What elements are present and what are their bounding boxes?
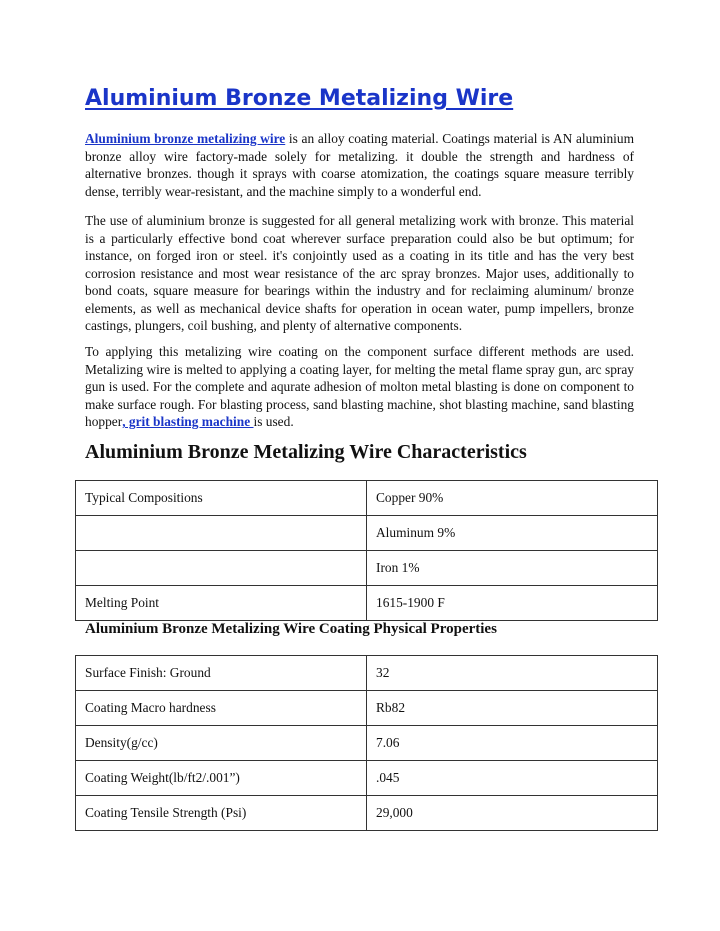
table-cell-label (76, 516, 367, 551)
table-row (76, 726, 658, 761)
table-cell-label: Coating Macro hardness (76, 691, 367, 726)
table-row (76, 481, 658, 516)
table-cell-value: 1615-1900 F (367, 586, 658, 621)
method-text-before: To applying this metalizing wire coating on the component surface different methods are used. Metalizing wire is melted to applying a coating layer, for melting the metal flame spray gun, arc spray gun is used. For the complete and aqurate adhesion of molton metal blasting is done on component to make surface rough. For blasting process, sand blasting machine, shot blasting machine, sand blasting hopper (85, 344, 634, 429)
usage-paragraph: The use of aluminium bronze is suggested for all general metalizing work with bronze. This material is a particularly effective bond coat wherever surface preparation could also be but optimum; for instance, on forged iron or steel. it's conjointly used as a coating in its title and has the very best corrosion resistance and most wear resistance of the arc spray bronzes. Major uses, additionally to bond coats, square measure for bearings within the industry and for reclaiming aluminum/ bronze elements, as well as mechanical device shafts for operation in ocean water, pump impellers, bronze castings, plungers, coil bushing, and plenty of alternative components. (85, 213, 634, 333)
physical-properties-heading: Aluminium Bronze Metalizing Wire Coating Physical Properties (85, 621, 497, 637)
physical-properties-table (75, 655, 658, 831)
characteristics-heading: Aluminium Bronze Metalizing Wire Characteristics (85, 441, 527, 463)
table-row (76, 551, 658, 586)
table-row (76, 656, 658, 691)
intro-text: is an alloy coating material. Coatings material is AN aluminium bronze alloy wire factory-made solely for metalizing. it double the strength and hardness of alternative bronzes. though it sprays with coarse atomization, the coatings square measure terribly dense, terribly wear-resistant, and the machine simply to a wonderful end. (85, 131, 634, 199)
method-text-after: is used. (253, 414, 294, 429)
table-cell-value: Rb82 (367, 691, 658, 726)
table-cell-label: Density(g/cc) (76, 726, 367, 761)
table-cell-label (76, 551, 367, 586)
table-cell-label: Melting Point (76, 586, 367, 621)
table-cell-value: Iron 1% (367, 551, 658, 586)
page-title: Aluminium Bronze Metalizing Wire (85, 86, 514, 111)
table-cell-value: 7.06 (367, 726, 658, 761)
table-cell-value: Copper 90% (367, 481, 658, 516)
method-paragraph (85, 343, 634, 431)
table-cell-label: Surface Finish: Ground (76, 656, 367, 691)
table-cell-label: Typical Compositions (76, 481, 367, 516)
table-row (76, 516, 658, 551)
table-cell-label: Coating Tensile Strength (Psi) (76, 796, 367, 831)
intro-paragraph (85, 130, 634, 200)
table-row (76, 586, 658, 621)
table-row (76, 691, 658, 726)
aluminium-bronze-wire-link[interactable]: Aluminium bronze metalizing wire (85, 131, 286, 146)
table-row (76, 796, 658, 831)
table-cell-label: Coating Weight(lb/ft2/.001”) (76, 761, 367, 796)
table-cell-value: .045 (367, 761, 658, 796)
table-row (76, 761, 658, 796)
characteristics-table (75, 480, 658, 621)
table-cell-value: 29,000 (367, 796, 658, 831)
table-cell-value: Aluminum 9% (367, 516, 658, 551)
grit-blasting-machine-link[interactable]: , grit blasting machine (122, 414, 254, 429)
table-cell-value: 32 (367, 656, 658, 691)
